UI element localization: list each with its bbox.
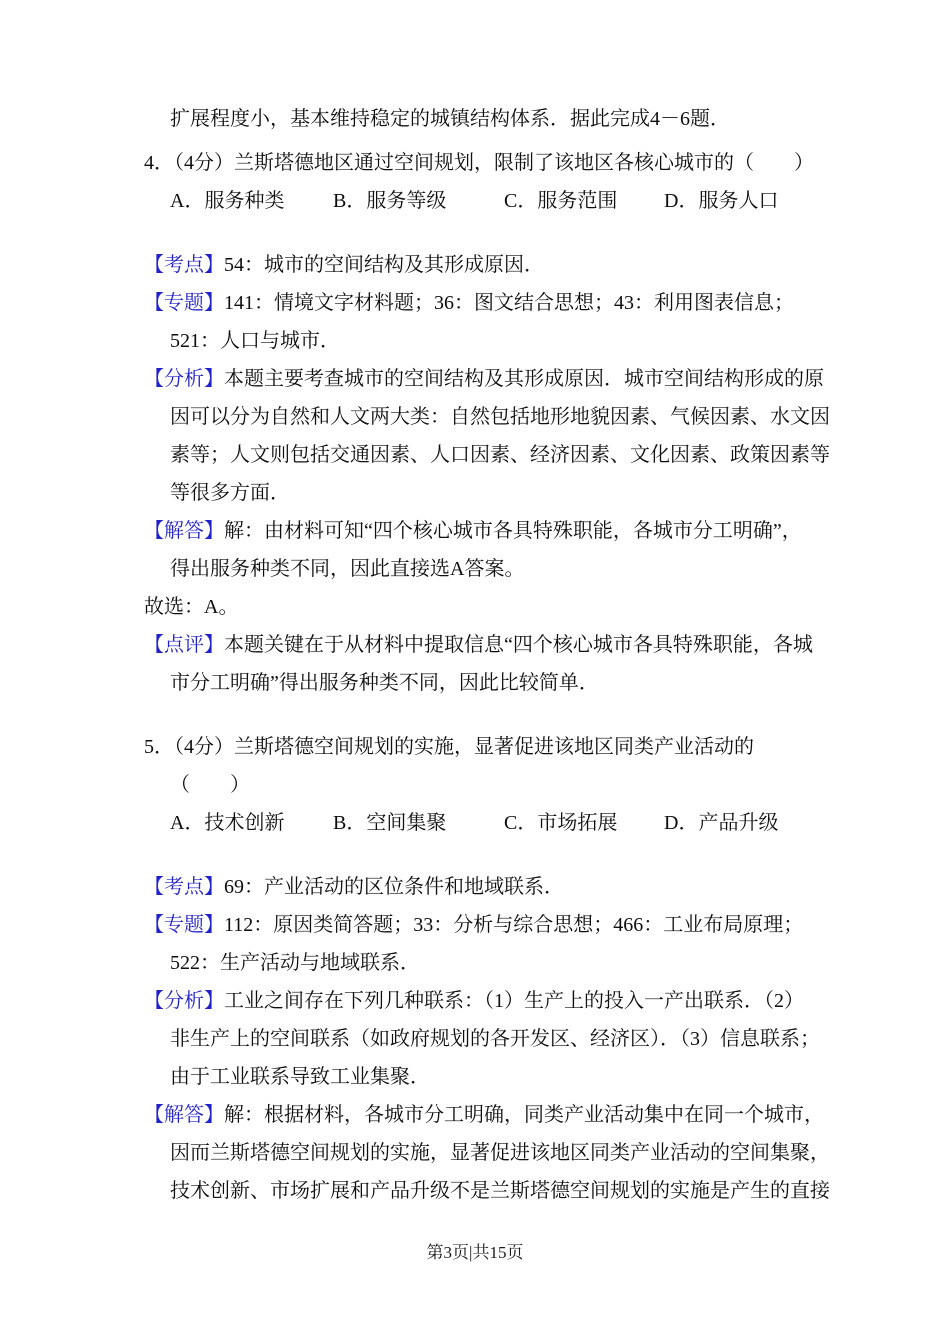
q5-fenxi-line-3: 由于工业联系导致工业集聚． [170, 1066, 430, 1088]
q5-fenxi-line-2: 非生产上的空间联系（如政府规划的各开发区、经济区）．（3）信息联系； [170, 1028, 820, 1050]
q5-stem-line-1: 5．（4分）兰斯塔德空间规划的实施，显著促进该地区同类产业活动的 [144, 736, 754, 758]
q5-fenxi-line-1 [144, 982, 830, 1020]
spacer [144, 220, 830, 246]
q4-jieda-line-2: 得出服务种类不同，因此直接选A答案。 [170, 558, 525, 580]
jieda-text: 解：根据材料，各城市分工明确，同类产业活动集中在同一个城市， [224, 1104, 824, 1126]
q4-fenxi-line-3: 素等；人文则包括交通因素、人口因素、经济因素、文化因素、政策因素等 [170, 444, 830, 466]
spacer [144, 702, 830, 728]
kaodian-text: 69：产业活动的区位条件和地域联系． [224, 876, 564, 898]
kaodian-label: 【考点】 [144, 254, 224, 276]
q4-fenxi-line-2: 因可以分为自然和人文两大类：自然包括地形地貌因素、气候因素、水文因 [170, 406, 830, 428]
q5-jieda-line-2: 因而兰斯塔德空间规划的实施，显著促进该地区同类产业活动的空间集聚， [170, 1142, 830, 1164]
q4-kaodian-line [144, 246, 830, 284]
fenxi-text: 工业之间存在下列几种联系：（1）生产上的投入一产出联系．（2） [224, 990, 804, 1012]
q4-zhuanti-line-2: 521：人口与城市． [170, 330, 340, 352]
zhuanti-text: 141：情境文字材料题；36：图文结合思想；43：利用图表信息； [224, 292, 794, 314]
q4-options-row [144, 182, 830, 220]
q5-option-b: B．空间集聚 [333, 812, 447, 834]
q4-jieda-line-1 [144, 512, 830, 550]
q4-stem: 4．（4分）兰斯塔德地区通过空间规划，限制了该地区各核心城市的（ ） [144, 152, 814, 174]
q5-options-row [144, 804, 830, 842]
zhuanti-label: 【专题】 [144, 292, 224, 314]
q5-option-d: D．产品升级 [664, 812, 779, 834]
dianping-label: 【点评】 [144, 634, 224, 656]
jieda-label: 【解答】 [144, 520, 224, 542]
q4-fenxi-line-4: 等很多方面． [170, 482, 290, 504]
page-footer: 第3页|共15页 [426, 1243, 524, 1262]
intro-line: 扩展程度小，基本维持稳定的城镇结构体系．据此完成4－6题． [170, 108, 730, 130]
fenxi-label: 【分析】 [144, 368, 224, 390]
jieda-label: 【解答】 [144, 1104, 224, 1126]
q5-jieda-line-1 [144, 1096, 830, 1134]
kaodian-text: 54：城市的空间结构及其形成原因． [224, 254, 544, 276]
dianping-text: 本题关键在于从材料中提取信息“四个核心城市各具特殊职能，各城 [224, 634, 813, 656]
q5-zhuanti-line-1 [144, 906, 830, 944]
fenxi-text: 本题主要考查城市的空间结构及其形成原因．城市空间结构形成的原 [224, 368, 824, 390]
q4-option-b: B．服务等级 [333, 190, 447, 212]
q4-zhuanti-line-1 [144, 284, 830, 322]
q4-fenxi-line-1 [144, 360, 830, 398]
q4-option-d: D．服务人口 [664, 190, 779, 212]
kaodian-label: 【考点】 [144, 876, 224, 898]
jieda-text: 解：由材料可知“四个核心城市各具特殊职能，各城市分工明确”， [224, 520, 802, 542]
q4-guxuan-line: 故选：A。 [144, 596, 239, 618]
q4-option-a: A．服务种类 [170, 190, 285, 212]
q5-stem-line-2: （ ） [170, 774, 250, 796]
q4-option-c: C．服务范围 [504, 190, 618, 212]
q4-dianping-line-1 [144, 626, 830, 664]
q4-dianping-line-2: 市分工明确”得出服务种类不同，因此比较简单． [170, 672, 599, 694]
q5-kaodian-line [144, 868, 830, 906]
zhuanti-label: 【专题】 [144, 914, 224, 936]
q5-option-c: C．市场拓展 [504, 812, 618, 834]
q5-zhuanti-line-2: 522：生产活动与地域联系． [170, 952, 420, 974]
spacer [144, 842, 830, 868]
q5-option-a: A．技术创新 [170, 812, 285, 834]
zhuanti-text: 112：原因类简答题；33：分析与综合思想；466：工业布局原理； [224, 914, 804, 936]
q5-jieda-line-3: 技术创新、市场扩展和产品升级不是兰斯塔德空间规划的实施是产生的直接 [170, 1180, 830, 1202]
fenxi-label: 【分析】 [144, 990, 224, 1012]
